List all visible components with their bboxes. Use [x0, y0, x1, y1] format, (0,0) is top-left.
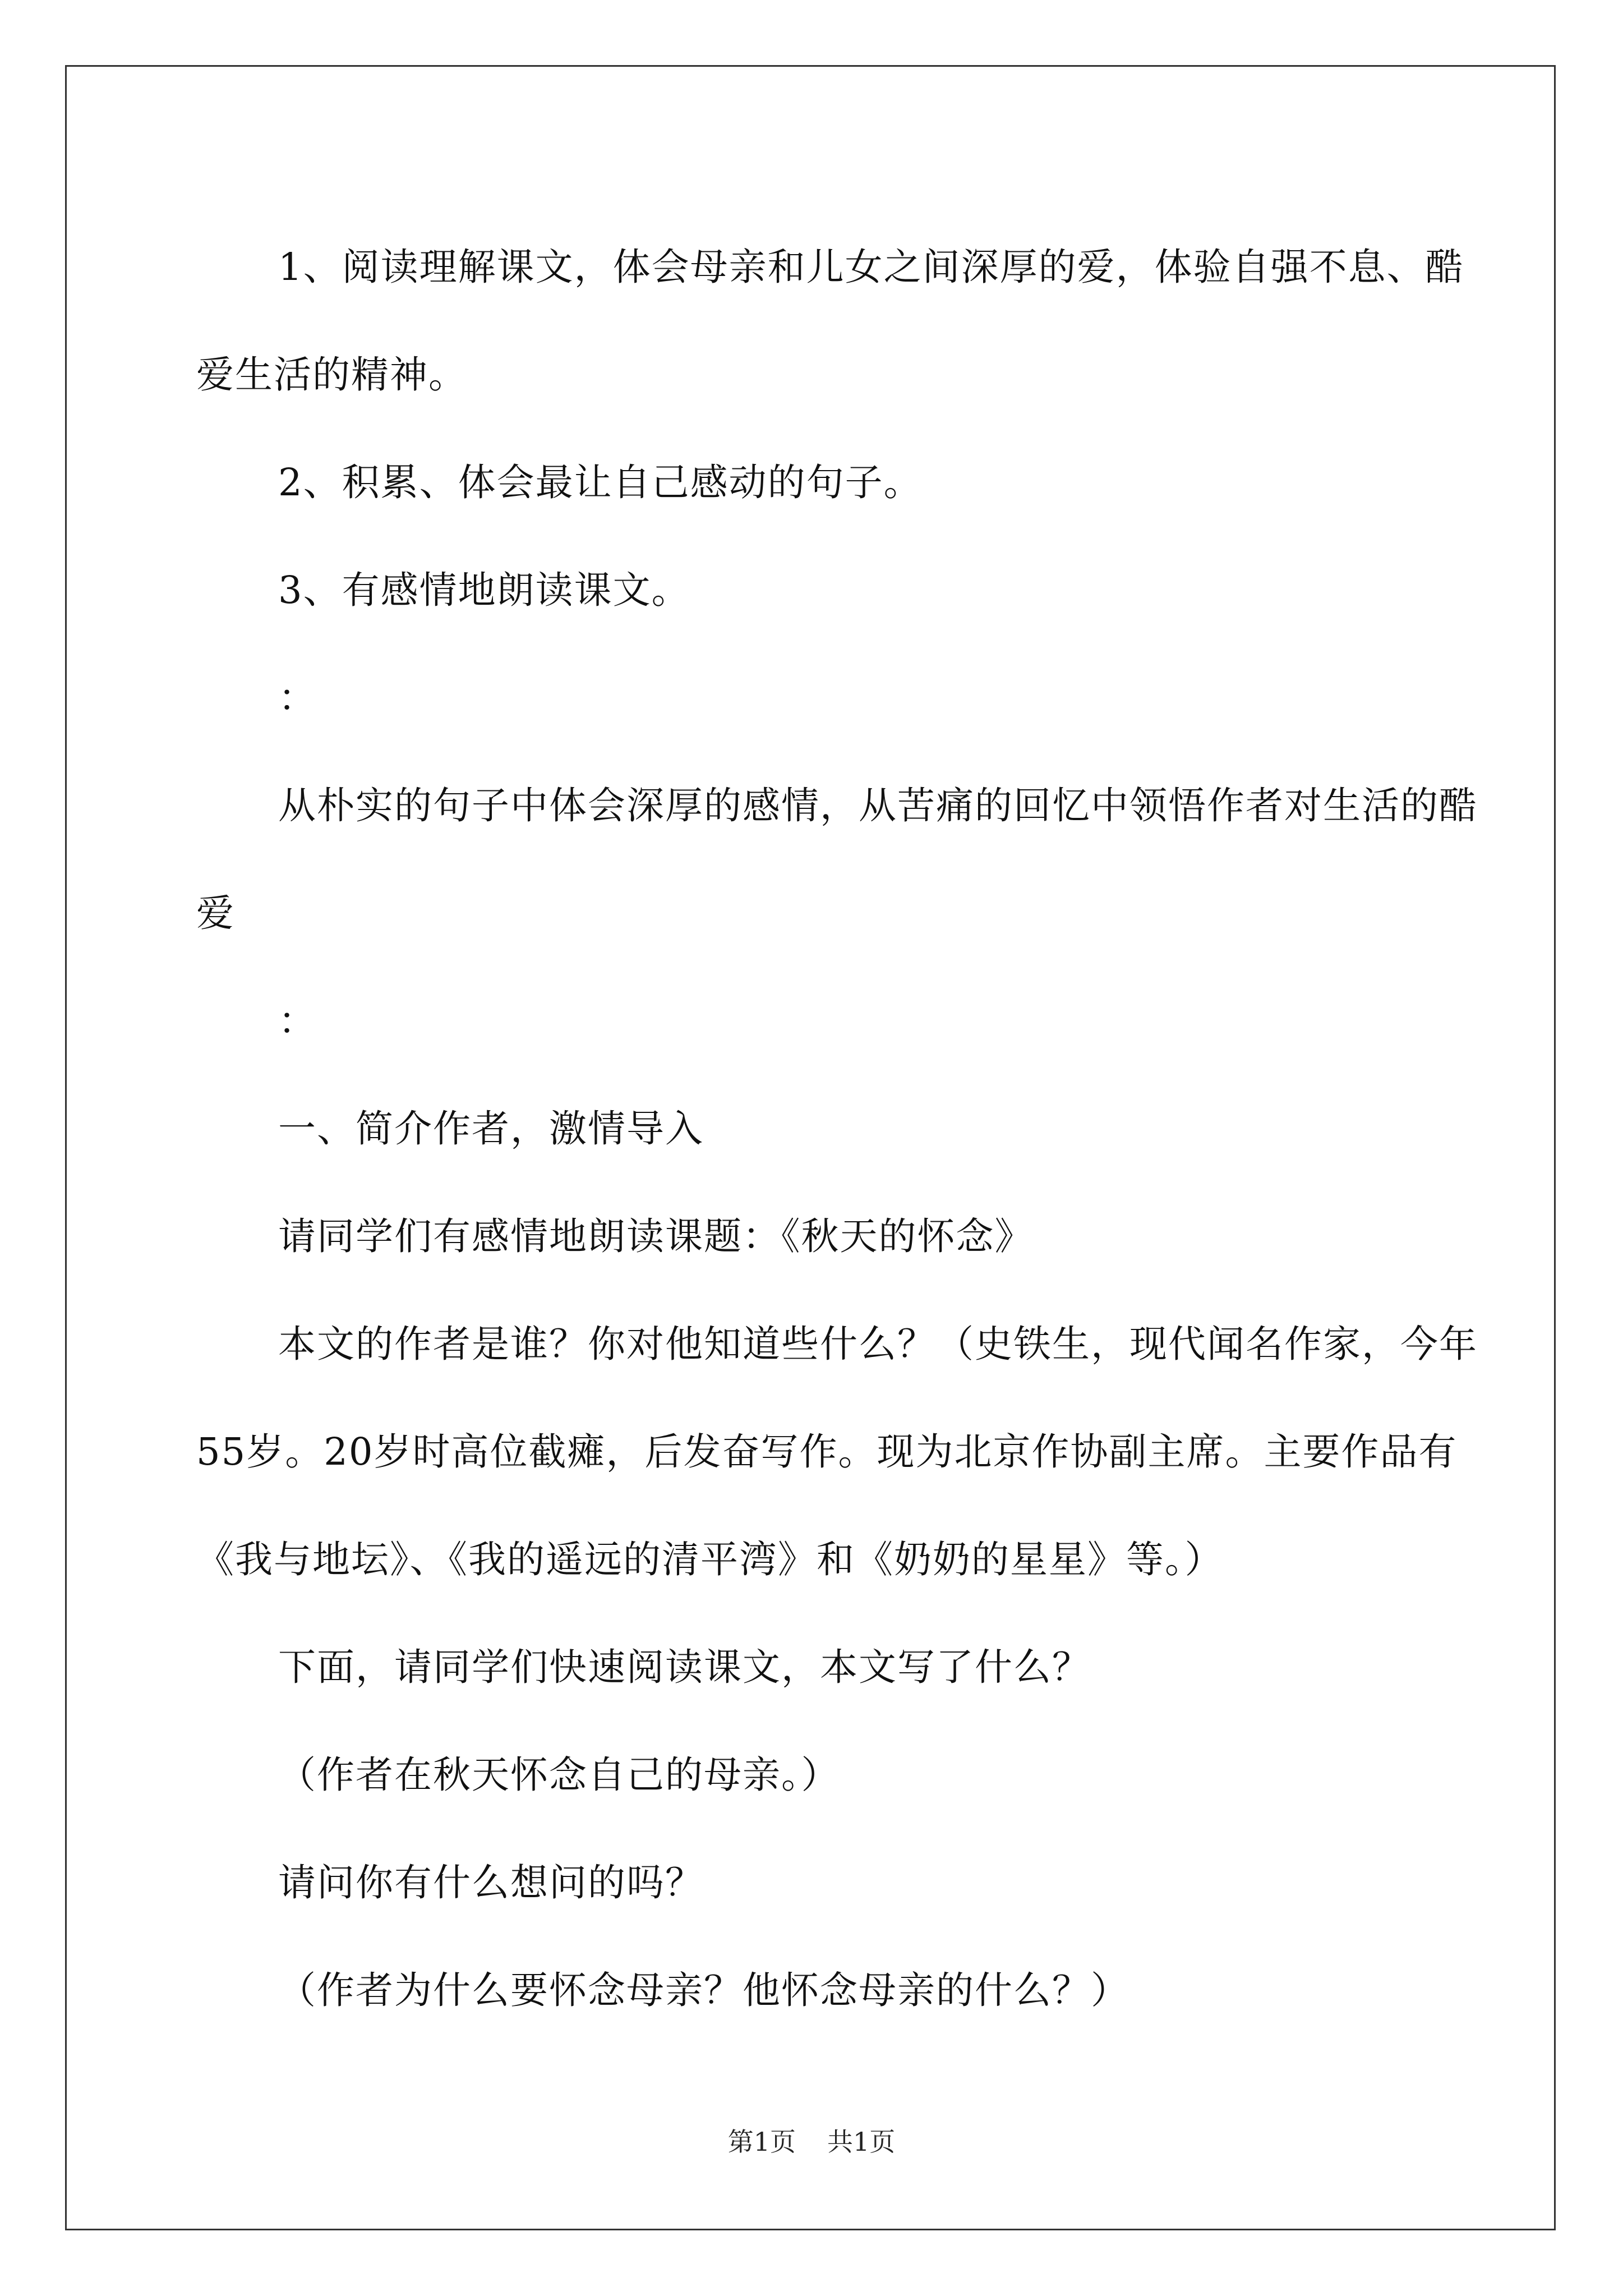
paragraph: ：	[278, 676, 317, 720]
document-body	[196, 213, 1481, 2044]
paragraph: 1、阅读理解课文，体会母亲和儿女之间深厚的爱，体验自强不息、酷爱生活的精神。	[196, 245, 1464, 397]
paragraph: 本文的作者是谁？你对他知道些什么？（史铁生，现代闻名作家，今年55岁。20岁时高位截瘫，后发奋写作。现为北京作协副主席。主要作品有《我与地坛》、《我的遥远的清平湾》和《奶奶的星星》等。）	[196, 1322, 1478, 1581]
page-total: 共1页	[827, 2127, 896, 2157]
paragraph: （作者在秋天怀念自己的母亲。）	[278, 1753, 840, 1797]
paragraph: 请同学们有感情地朗读课题：《秋天的怀念》	[278, 1214, 1034, 1258]
paragraph: 2、积累、体会最让自己感动的句子。	[278, 461, 923, 504]
page-footer	[0, 2125, 1623, 2159]
paragraph: 下面，请同学们快速阅读课文，本文写了什么？	[278, 1645, 1091, 1689]
page-number: 第1页	[727, 2127, 796, 2157]
section-heading: 一、简介作者，激情导入	[278, 1107, 704, 1151]
paragraph: （作者为什么要怀念母亲？他怀念母亲的什么？）	[278, 1968, 1129, 2012]
paragraph: 从朴实的句子中体会深厚的感情，从苦痛的回忆中领悟作者对生活的酷爱	[196, 784, 1478, 935]
paragraph: ：	[278, 999, 317, 1043]
paragraph: 请问你有什么想问的吗？	[278, 1861, 704, 1904]
paragraph: 3、有感情地朗读课文。	[278, 568, 690, 612]
